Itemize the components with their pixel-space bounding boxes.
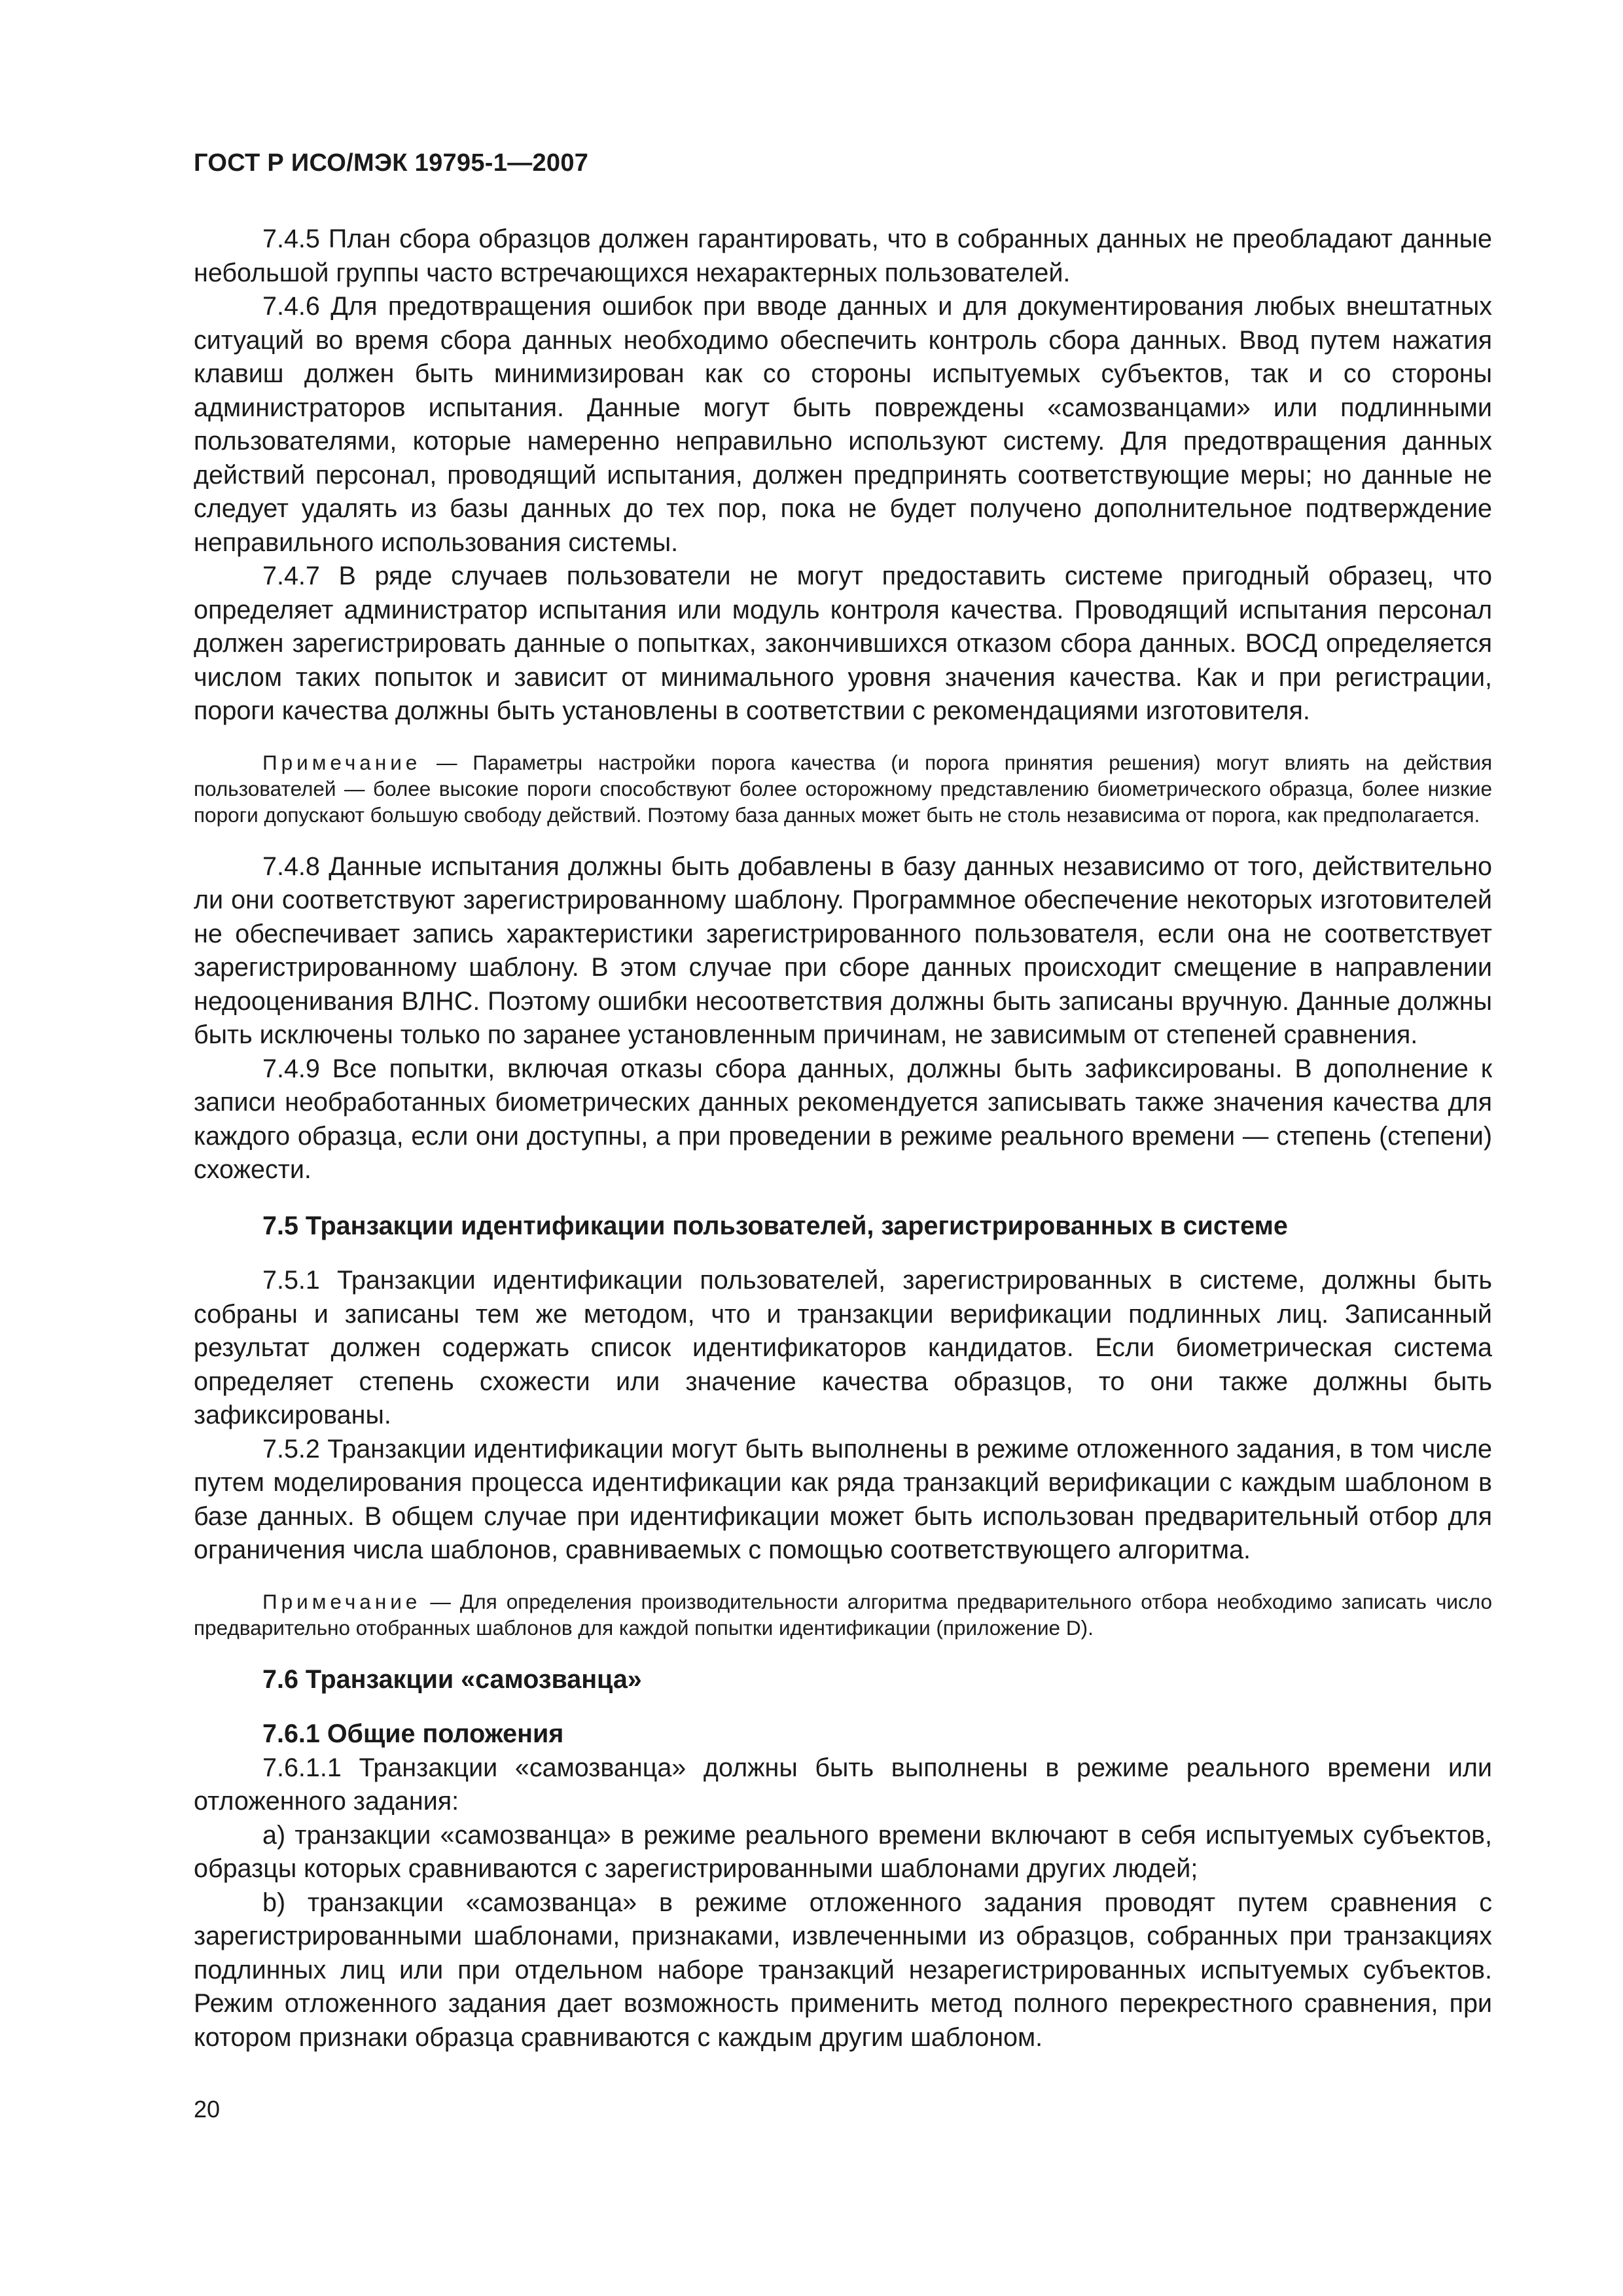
paragraph-7-6-1-1: 7.6.1.1 Транзакции «самозванца» должны быть выполнены в режиме реального времени или отложенного задания: <box>194 1753 1492 1816</box>
note-label: Примечание <box>262 750 421 774</box>
list-item-a: a) транзакции «самозванца» в режиме реального времени включают в себя испытуемых субъектов, образцы которых сравниваются с зарегистрированными шаблонами других людей; <box>194 1820 1492 1883</box>
note-label: Примечание <box>262 1589 421 1613</box>
paragraph-7-4-9: 7.4.9 Все попытки, включая отказы сбора данных, должны быть зафиксированы. В дополнение к записи необработанных биометрических данных рекомендуется записывать также значения качества для каждого образца, если они доступны, а при проведении в режиме реального времени — степень (степени) схожести. <box>194 1054 1492 1184</box>
paragraph-7-4-8: 7.4.8 Данные испытания должны быть добавлены в базу данных независимо от того, действительно ли они соответствуют зарегистрированному шаблону. Программное обеспечение некоторых изготовителей не обеспечивает запись характеристики зарегистрированного пользователя, если она не соответствует зарегистрированному шаблону. В этом случае при сборе данных происходит смещение в направлении недооценивания ВЛНС. Поэтому ошибки несоответствия должны быть записаны вручную. Данные должны быть исключены только по заранее установленным причинам, не зависимым от степеней сравнения. <box>194 852 1492 1049</box>
subsection-heading-7-6-1: 7.6.1 Общие положения <box>262 1719 564 1748</box>
note-text: — Параметры настройки порога качества (и порога принятия решения) могут влиять на действия пользователей — более высокие пороги способствуют более осторожному представлению биометрического образца, более низкие пороги допускают большую свободу действий. Поэтому база данных может быть не столь независима от порога, как предполагается. <box>194 750 1492 827</box>
note-text: — Для определения производительности алгоритма предварительного отбора необходимо записать число предварительно отобранных шаблонов для каждой попытки идентификации (приложение D). <box>194 1589 1492 1640</box>
section-heading-7-5: 7.5 Транзакции идентификации пользователей, зарегистрированных в системе <box>262 1211 1288 1240</box>
note-preselection <box>194 1588 1492 1641</box>
section-heading-7-6: 7.6 Транзакции «самозванца» <box>262 1664 642 1694</box>
paragraph-7-5-2: 7.5.2 Транзакции идентификации могут быть выполнены в режиме отложенного задания, в том числе путем моделирования процесса идентификации как ряда транзакций верификации с каждым шаблоном в базе данных. В общем случае при идентификации может быть использован предварительный отбор для ограничения числа шаблонов, сравниваемых с помощью соответствующего алгоритма. <box>194 1434 1492 1564</box>
paragraph-7-5-1: 7.5.1 Транзакции идентификации пользователей, зарегистрированных в системе, должны быть собраны и записаны тем же методом, что и транзакции верификации подлинных лиц. Записанный результат должен содержать список идентификаторов кандидатов. Если биометрическая система определяет степень схожести или значение качества образцов, то они также должны быть зафиксированы. <box>194 1266 1492 1429</box>
paragraph-7-4-5: 7.4.5 План сбора образцов должен гарантировать, что в собранных данных не преобладают данные небольшой группы часто встречающихся нехарактерных пользователей. <box>194 224 1492 287</box>
page-number: 20 <box>194 2096 221 2123</box>
document-header: ГОСТ Р ИСО/МЭК 19795-1—2007 <box>194 149 589 177</box>
document-body <box>194 223 1492 2054</box>
note-quality-threshold <box>194 749 1492 828</box>
paragraph-7-4-7: 7.4.7 В ряде случаев пользователи не могут предоставить системе пригодный образец, что определяет администратор испытания или модуль контроля качества. Проводящий испытания персонал должен зарегистрировать данные о попытках, закончившихся отказом сбора данных. ВОСД определяется числом таких попыток и зависит от минимального уровня значения качества. Как и при регистрации, пороги качества должны быть установлены в соответствии с рекомендациями изготовителя. <box>194 562 1492 725</box>
paragraph-7-4-6: 7.4.6 Для предотвращения ошибок при вводе данных и для документирования любых внештатных ситуаций во время сбора данных необходимо обеспечить контроль сбора данных. Ввод путем нажатия клавиш должен быть минимизирован как со стороны испытуемых субъектов, так и со стороны администраторов испытания. Данные могут быть повреждены «самозванцами» или подлинными пользователями, которые намеренно неправильно используют систему. Для предотвращения данных действий персонал, проводящий испытания, должен предпринять соответствующие меры; но данные не следует удалять из базы данных до тех пор, пока не будет получено дополнительное подтверждение неправильного использования системы. <box>194 292 1492 557</box>
list-item-b: b) транзакции «самозванца» в режиме отложенного задания проводят путем сравнения с зарегистрированными шаблонами, признаками, извлеченными из образцов, собранных при транзакциях подлинных лиц или при отдельном наборе транзакций незарегистрированных испытуемых субъектов. Режим отложенного задания дает возможность применить метод полного перекрестного сравнения, при котором признаки образца сравниваются с каждым другим шаблоном. <box>194 1888 1492 2052</box>
